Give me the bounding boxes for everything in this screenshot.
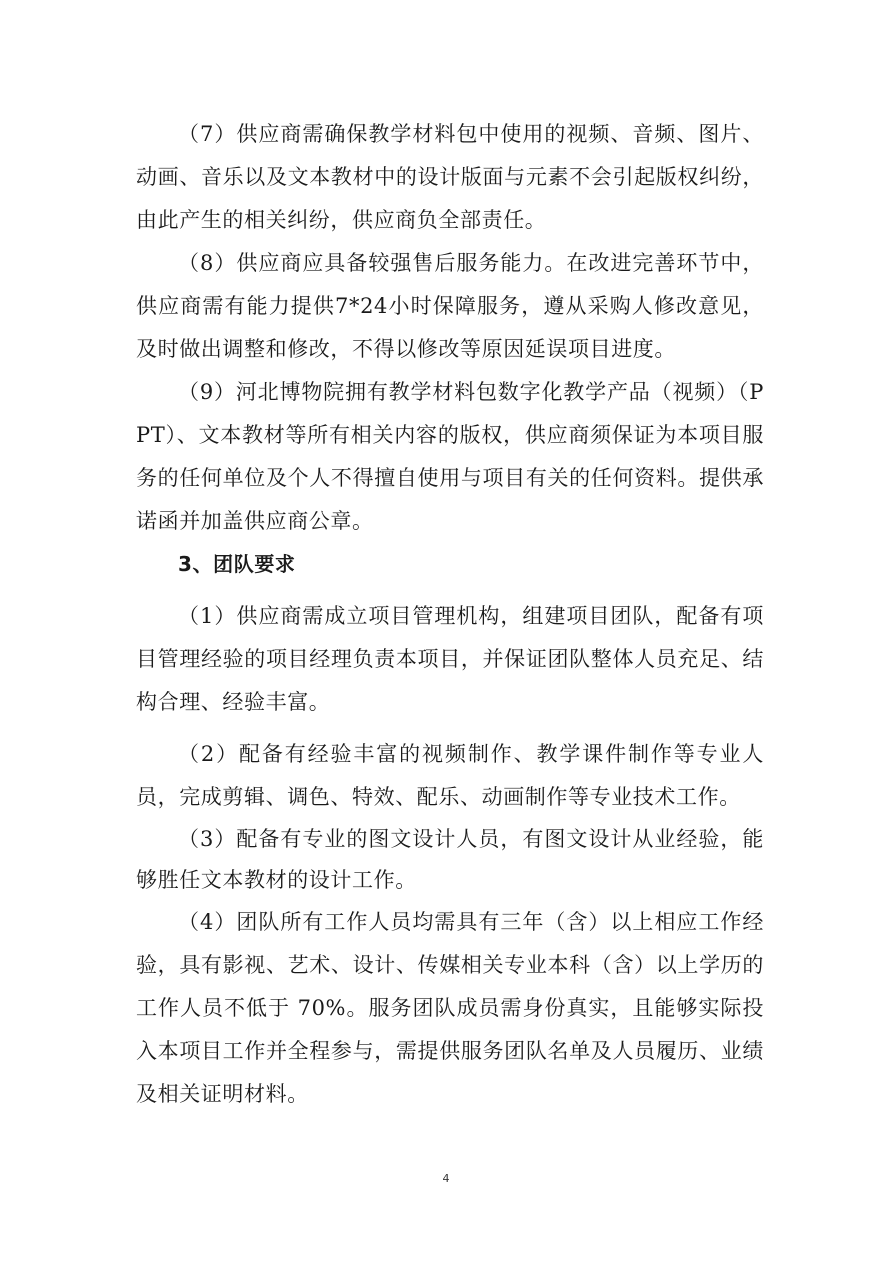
section-heading-team: 3、团队要求 — [178, 552, 296, 576]
document-body — [136, 113, 764, 1116]
team-paragraph-3: （3）配备有专业的图文设计人员，有图文设计从业经验，能够胜任文本教材的设计工作。 — [136, 827, 764, 892]
team-paragraph-2: （2）配备有经验丰富的视频制作、教学课件制作等专业人员，完成剪辑、调色、特效、配乐、动画制作等专业技术工作。 — [136, 742, 764, 809]
paragraph-8: （8）供应商应具备较强售后服务能力。在改进完善环节中，供应商需有能力提供7*24小时保障服务，遵从采购人修改意见，及时做出调整和修改，不得以修改等原因延误项目进度。 — [136, 251, 764, 361]
page-number: 4 — [442, 1172, 450, 1185]
team-paragraph-4: （4）团队所有工作人员均需具有三年（含）以上相应工作经验，具有影视、艺术、设计、传媒相关专业本科（含）以上学历的工作人员不低于 70%。服务团队成员需身份真实，且能够实际投入本项目工作并全程参与，需提供服务团队名单及人员履历、业绩及相关证明材料。 — [136, 910, 764, 1106]
paragraph-7: （7）供应商需确保教学材料包中使用的视频、音频、图片、动画、音乐以及文本教材中的设计版面与元素不会引起版权纠纷，由此产生的相关纠纷，供应商负全部责任。 — [136, 122, 764, 232]
team-paragraph-1: （1）供应商需成立项目管理机构，组建项目团队，配备有项目管理经验的项目经理负责本项目，并保证团队整体人员充足、结构合理、经验丰富。 — [136, 604, 764, 714]
paragraph-9: （9）河北博物院拥有教学材料包数字化教学产品（视频）（PPT）、文本教材等所有相关内容的版权，供应商须保证为本项目服务的任何单位及个人不得擅自使用与项目有关的任何资料。提供承诺函并加盖供应商公章。 — [136, 380, 764, 533]
